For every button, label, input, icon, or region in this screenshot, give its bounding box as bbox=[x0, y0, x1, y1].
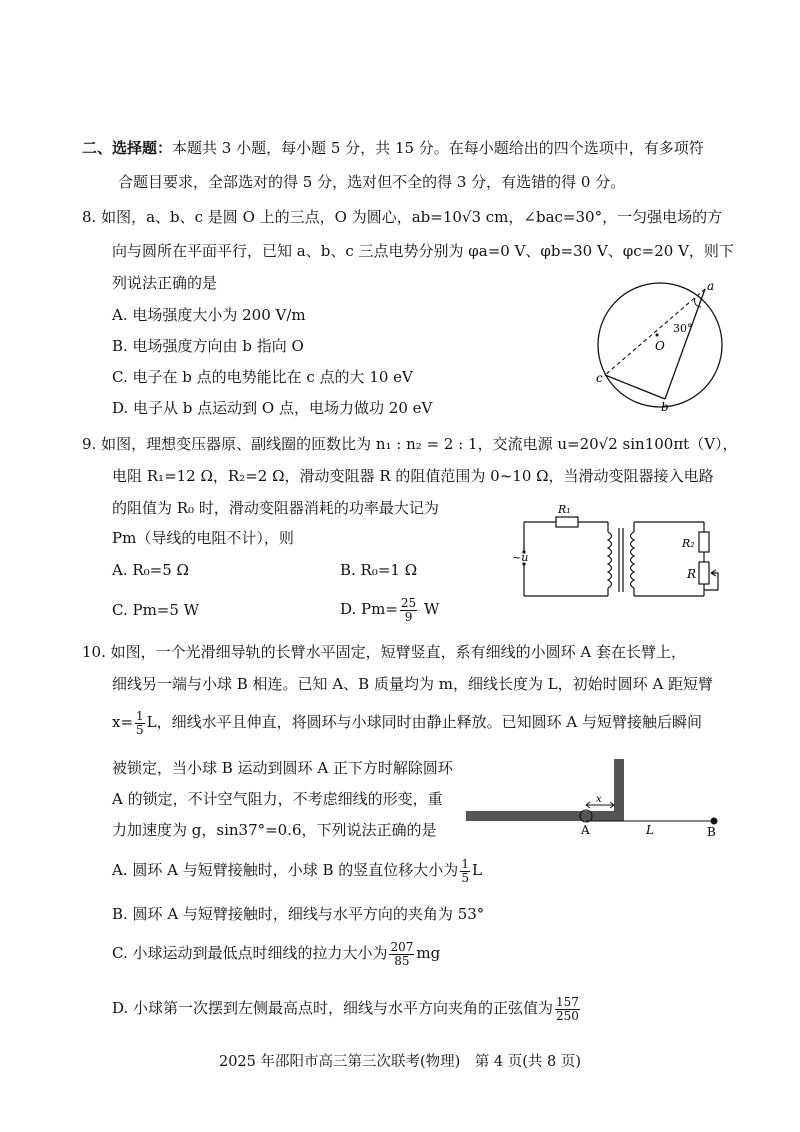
q8-label-b: b bbox=[661, 400, 669, 414]
q8-stem-line1-text: 如图，a、b、c 是圆 O 上的三点，O 为圆心，ab=10√3 cm，∠bac=30°，一匀强电场的方 bbox=[101, 208, 723, 226]
q10-option-c-suffix: mg bbox=[416, 944, 441, 962]
q9-stem-line4: Pm（导线的电阻不计），则 bbox=[112, 529, 294, 547]
q9-option-d-numerator: 25 bbox=[400, 595, 417, 610]
q9-stem-line3: 的阻值为 R₀ 时，滑动变阻器消耗的功率最大记为 bbox=[112, 499, 439, 517]
q9-secondary-coil bbox=[631, 532, 635, 588]
q9-option-b[interactable]: B. R₀=1 Ω bbox=[340, 561, 418, 579]
q10-option-c-prefix: C. 小球运动到最低点时细线的拉力大小为 bbox=[112, 944, 388, 962]
q10-option-a-suffix: L bbox=[471, 861, 482, 879]
q8-center-dot bbox=[656, 334, 659, 337]
q8-chord-ab bbox=[665, 289, 705, 399]
q8-circle-figure bbox=[585, 280, 735, 415]
q9-option-c[interactable]: C. Pm=5 W bbox=[112, 601, 200, 619]
q8-option-a[interactable]: A. 电场强度大小为 200 V/m bbox=[112, 306, 306, 324]
q10-option-d-prefix: D. 小球第一次摆到左侧最高点时，细线与水平方向夹角的正弦值为 bbox=[112, 999, 554, 1017]
q10-stem-line2: 细线另一端与小球 B 相连。已知 A、B 质量均为 m，细线长度为 L，初始时圆环 A 距短臂 bbox=[112, 675, 714, 693]
q10-stem-line6: 力加速度为 g，sin37°=0.6，下列说法正确的是 bbox=[112, 821, 437, 839]
q10-stem-line3 bbox=[112, 704, 702, 740]
q8-stem-line1 bbox=[82, 207, 722, 227]
q9-label-r: R bbox=[687, 567, 697, 581]
q10-option-a-denominator: 5 bbox=[461, 870, 469, 885]
q10-stem-line3-denominator: 5 bbox=[136, 722, 144, 737]
q10-option-a-fraction bbox=[460, 858, 470, 885]
q8-label-a: a bbox=[707, 280, 715, 293]
q8-number: 8. bbox=[82, 208, 97, 226]
q10-option-c-numerator: 207 bbox=[390, 939, 414, 954]
q8-label-o: O bbox=[655, 339, 665, 353]
q10-option-a-numerator: 1 bbox=[461, 856, 469, 871]
q9-stem-line1 bbox=[82, 434, 738, 454]
q9-source-label: ~u bbox=[512, 551, 529, 564]
q10-label-b: B bbox=[707, 825, 716, 839]
page-footer: 2025 年邵阳市高三第三次联考(物理) 第 4 页(共 8 页) bbox=[218, 1054, 582, 1070]
q10-label-a: A bbox=[581, 823, 590, 837]
q8-option-d[interactable]: D. 电子从 b 点运动到 O 点，电场力做功 20 eV bbox=[112, 399, 433, 417]
q9-resistor-r1 bbox=[556, 517, 578, 527]
q10-long-arm bbox=[466, 811, 624, 821]
q9-option-d-prefix: D. Pm= bbox=[340, 600, 398, 618]
q10-stem-line3-numerator: 1 bbox=[136, 708, 144, 723]
q10-label-l: L bbox=[646, 823, 654, 837]
section-header bbox=[82, 138, 704, 158]
q10-stem-line1-text: 如图，一个光滑细导轨的长臂水平固定，短臂竖直，系有细线的小圆环 A 套在长臂上， bbox=[110, 643, 687, 661]
q10-option-c-denominator: 85 bbox=[394, 953, 410, 968]
q10-option-a[interactable] bbox=[112, 852, 482, 888]
q10-option-b[interactable]: B. 圆环 A 与短臂接触时，细线与水平方向的夹角为 53° bbox=[112, 905, 485, 923]
q10-number: 10. bbox=[82, 643, 106, 661]
q9-stem-line2: 电阻 R₁=12 Ω，R₂=2 Ω，滑动变阻器 R 的阻值范围为 0~10 Ω，当滑动变阻器接入电路 bbox=[112, 467, 714, 485]
section-intro-line2: 合题目要求，全部选对的得 5 分，选对但不全的得 3 分，有选错的得 0 分。 bbox=[118, 173, 626, 191]
q10-rail-figure bbox=[462, 755, 727, 840]
q9-primary-coil bbox=[608, 532, 612, 588]
q10-option-a-prefix: A. 圆环 A 与短臂接触时，小球 B 的竖直位移大小为 bbox=[112, 861, 459, 879]
q10-label-x: x bbox=[596, 794, 602, 805]
q10-option-d-denominator: 250 bbox=[556, 1008, 579, 1023]
q10-stem-line3-rest: L，细线水平且伸直，将圆环与小球同时由静止释放。已知圆环 A 与短臂接触后瞬间 bbox=[146, 713, 703, 731]
q8-stem-line3: 列说法正确的是 bbox=[112, 274, 218, 292]
q10-option-d[interactable] bbox=[112, 990, 582, 1026]
section-title: 二、选择题： bbox=[82, 139, 173, 157]
q8-option-c[interactable]: C. 电子在 b 点的电势能比在 c 点的大 10 eV bbox=[112, 368, 413, 386]
q10-option-c[interactable] bbox=[112, 935, 440, 971]
q9-option-d[interactable] bbox=[340, 592, 439, 626]
q9-rheostat-r bbox=[699, 562, 709, 584]
q10-stem-line4: 被锁定，当小球 B 运动到圆环 A 正下方时解除圆环 bbox=[112, 759, 453, 777]
q9-stem-line1-text: 如图，理想变压器原、副线圈的匝数比为 n₁ : n₂ = 2 : 1，交流电源 u=20√2 sin100πt（V）， bbox=[101, 435, 738, 453]
q9-label-r1: R₁ bbox=[558, 503, 571, 516]
q9-option-d-fraction bbox=[400, 597, 417, 624]
q10-ball-b bbox=[711, 818, 718, 825]
q10-stem-line3-prefix: x= bbox=[112, 713, 134, 731]
q10-stem-line5: A 的锁定，不计空气阻力，不考虑细线的形变，重 bbox=[112, 790, 443, 808]
q10-option-d-fraction bbox=[555, 996, 580, 1023]
q9-label-r2: R₂ bbox=[682, 537, 695, 550]
q9-option-a[interactable]: A. R₀=5 Ω bbox=[112, 561, 189, 579]
q9-resistor-r2 bbox=[699, 532, 709, 552]
q9-option-d-denominator: 9 bbox=[404, 609, 413, 624]
q9-option-d-unit: W bbox=[419, 600, 440, 618]
q8-label-c: c bbox=[596, 371, 603, 385]
q10-stem-line1 bbox=[82, 642, 686, 662]
q10-stem-line3-fraction bbox=[135, 710, 145, 737]
q9-transformer-circuit bbox=[512, 500, 722, 602]
q8-option-b[interactable]: B. 电场强度方向由 b 指向 O bbox=[112, 337, 304, 355]
q10-option-c-fraction bbox=[389, 941, 414, 968]
q8-label-angle: 30° bbox=[673, 322, 693, 335]
q9-number: 9. bbox=[82, 435, 97, 453]
section-intro-line1: 本题共 3 小题，每小题 5 分，共 15 分。在每小题给出的四个选项中，有多项符 bbox=[172, 139, 704, 157]
q8-stem-line2: 向与圆所在平面平行，已知 a、b、c 三点电势分别为 φa=0 V、φb=30 V、φc=20 V，则下 bbox=[112, 242, 734, 260]
q10-option-d-numerator: 157 bbox=[556, 994, 579, 1009]
